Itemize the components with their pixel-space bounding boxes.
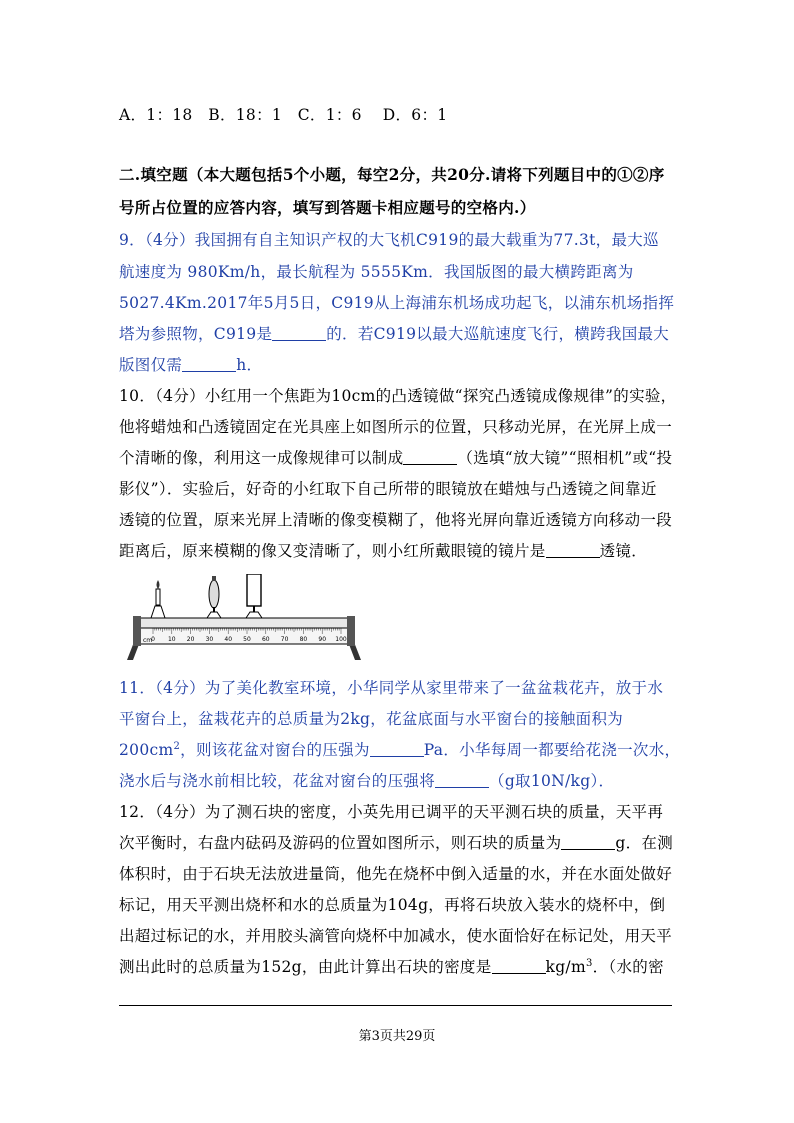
q12-line6-text-a: 测出此时的总质量为152g，由此计算出石块的密度是 (119, 958, 492, 976)
scale-tick-label: 60 (261, 636, 270, 643)
q9-line2: 航速度为 980Km/h，最长航程为 5555Km．我国版图的最大横跨距离为 (119, 263, 634, 281)
q10-line6-text-b: 透镜． (599, 542, 648, 560)
unit-label: cm (143, 637, 153, 644)
q9-blank1 (272, 326, 326, 341)
q12-line6 (119, 955, 664, 977)
scale-tick-label: 20 (186, 636, 195, 643)
q10-line3-text-a: 个清晰的像，利用这一成像规律可以制成 (119, 449, 404, 467)
section-heading-line1: 二.填空题（本大题包括5个小题，每空2分，共20分.请将下列题目中的①②序 (119, 165, 665, 184)
q12-line3: 体积时，由于石块无法放进量筒，他先在烧杯中倒入适量的水，并在水面处做好 (119, 865, 673, 883)
q11-line3-text-b: ，则该花盆对窗台的压强为 (180, 741, 370, 759)
candle-holder (151, 606, 165, 618)
scale-tick-label: 40 (224, 636, 233, 643)
q10-line4: 影仪”）．实验后，好奇的小红取下自己所带的眼镜放在蜡烛与凸透镜之间靠近 (119, 480, 657, 498)
q9-line4-text-b: 的．若C919以最大巡航速度飞行，横跨我国最大 (326, 325, 670, 343)
q10-line5: 透镜的位置，原来光屏上清晰的像变模糊了，他将光屏向靠近透镜方向移动一段 (119, 511, 673, 529)
choice-c: C．1：6 (297, 106, 362, 124)
q10-line3-text-b: （选填“放大镜”“照相机”或“投 (457, 449, 673, 467)
bench-end-left (133, 616, 141, 646)
q12-line4: 标记，用天平测出烧杯和水的总质量为104g，再将石块放入装水的烧杯中，倒 (119, 896, 666, 914)
scale-tick-label: 100 (335, 636, 347, 643)
page-footer: 第3页共29页 (358, 1029, 436, 1044)
q12-line2-text-a: 次平衡时，右盘内砝码及游码的位置如图所示，则石块的质量为 (119, 834, 562, 852)
convex-lens (207, 576, 221, 618)
q12-line5: 出超过标记的水，并用胶头滴管向烧杯中加减水，使水面恰好在标记处，用天平 (119, 927, 673, 945)
q10-line3 (119, 446, 672, 468)
lens-top-clip (212, 576, 216, 581)
q11-line1: 11．（4分）为了美化教室环境，小华同学从家里带来了一盆盆栽花卉，放于水 (119, 679, 664, 697)
answer-choices (119, 103, 447, 125)
scale-tick-label: 0 (151, 636, 155, 643)
section-heading-line2: 号所占位置的应答内容，填写到答题卡相应题号的空格内.） (119, 198, 536, 217)
q12-line6-text-b: kg/m (545, 958, 586, 976)
q11-line3 (119, 738, 680, 760)
q9-line1: 9．（4分）我国拥有自主知识产权的大飞机C919的最大载重为77.3t，最大巡 (119, 231, 659, 249)
screen-panel (247, 574, 261, 606)
candle (151, 580, 165, 618)
scale-tick-label: 10 (167, 636, 176, 643)
q12-line2 (119, 831, 673, 853)
q11-line2: 平窗台上，盆栽花卉的总质量为2kg，花盆底面与水平窗台的接触面积为 (119, 710, 624, 728)
optical-bench-figure (119, 574, 369, 664)
screen-holder (246, 612, 262, 618)
bench-end-right (347, 616, 355, 646)
q9-line5 (119, 353, 262, 375)
q9-blank2 (182, 357, 236, 372)
choice-d: D．6：1 (382, 106, 448, 124)
scale-tick-label: 70 (280, 636, 289, 643)
q9-line3: 5027.4Km.2017年5月5日，C919从上海浦东机场成功起飞，以浦东机场指挥 (119, 294, 675, 312)
q11-line3-text-a: 200cm (119, 741, 174, 759)
q11-line3-text-c: Pa．小华每周一都要给花浇一次水， (423, 741, 681, 759)
q11-line4-text-a: 浇水后与浇水前相比较，花盆对窗台的压强将 (119, 772, 436, 790)
q10-line1: 10．（4分）小红用一个焦距为10cm的凸透镜做“探究凸透镜成像规律”的实验， (119, 387, 677, 405)
q9-line5-text-b: h． (236, 356, 263, 374)
candle-flame (157, 580, 160, 589)
light-screen (246, 574, 262, 618)
q12-blank1 (561, 835, 615, 850)
scale-tick-label: 90 (318, 636, 327, 643)
scale-tick-label: 30 (205, 636, 214, 643)
bench-rail-top (137, 618, 351, 628)
choice-b: B．18：1 (208, 106, 283, 124)
q12-blank2 (492, 959, 546, 974)
q10-line2: 他将蜡烛和凸透镜固定在光具座上如图所示的位置，只移动光屏，在光屏上成一 (119, 418, 673, 436)
q11-blank1 (370, 742, 424, 757)
candle-body (156, 589, 160, 605)
q11-blank2 (435, 773, 489, 788)
q12-line2-text-b: g．在测 (615, 834, 674, 852)
q10-blank1 (403, 450, 457, 465)
q12-line1: 12．（4分）为了测石块的密度，小英先用已调平的天平测石块的质量，天平再 (119, 803, 664, 821)
q10-line6-text-a: 距离后，原来模糊的像又变清晰了，则小红所戴眼镜的镜片是 (119, 542, 546, 560)
q10-line6 (119, 539, 647, 561)
screen-stem (253, 606, 255, 612)
scale-tick-label: 80 (299, 636, 308, 643)
q12-superscript: 3 (585, 957, 593, 969)
q11-superscript: 2 (173, 740, 181, 752)
q10-blank2 (546, 543, 600, 558)
q11-line4-text-b: （g取10N/kg）． (489, 772, 615, 790)
scale-tick-label: 50 (243, 636, 251, 643)
lens-holder (207, 612, 221, 618)
choice-a: A．1：18 (119, 106, 193, 124)
q9-line4-text-a: 塔为参照物，C919是 (119, 325, 273, 343)
q11-line4 (119, 769, 614, 791)
q9-line4 (119, 322, 669, 344)
q12-line6-text-c: ．（水的密 (592, 958, 664, 976)
footer-rule (119, 1005, 672, 1006)
lens-glass (209, 580, 219, 608)
q9-line5-text-a: 版图仅需 (119, 356, 183, 374)
